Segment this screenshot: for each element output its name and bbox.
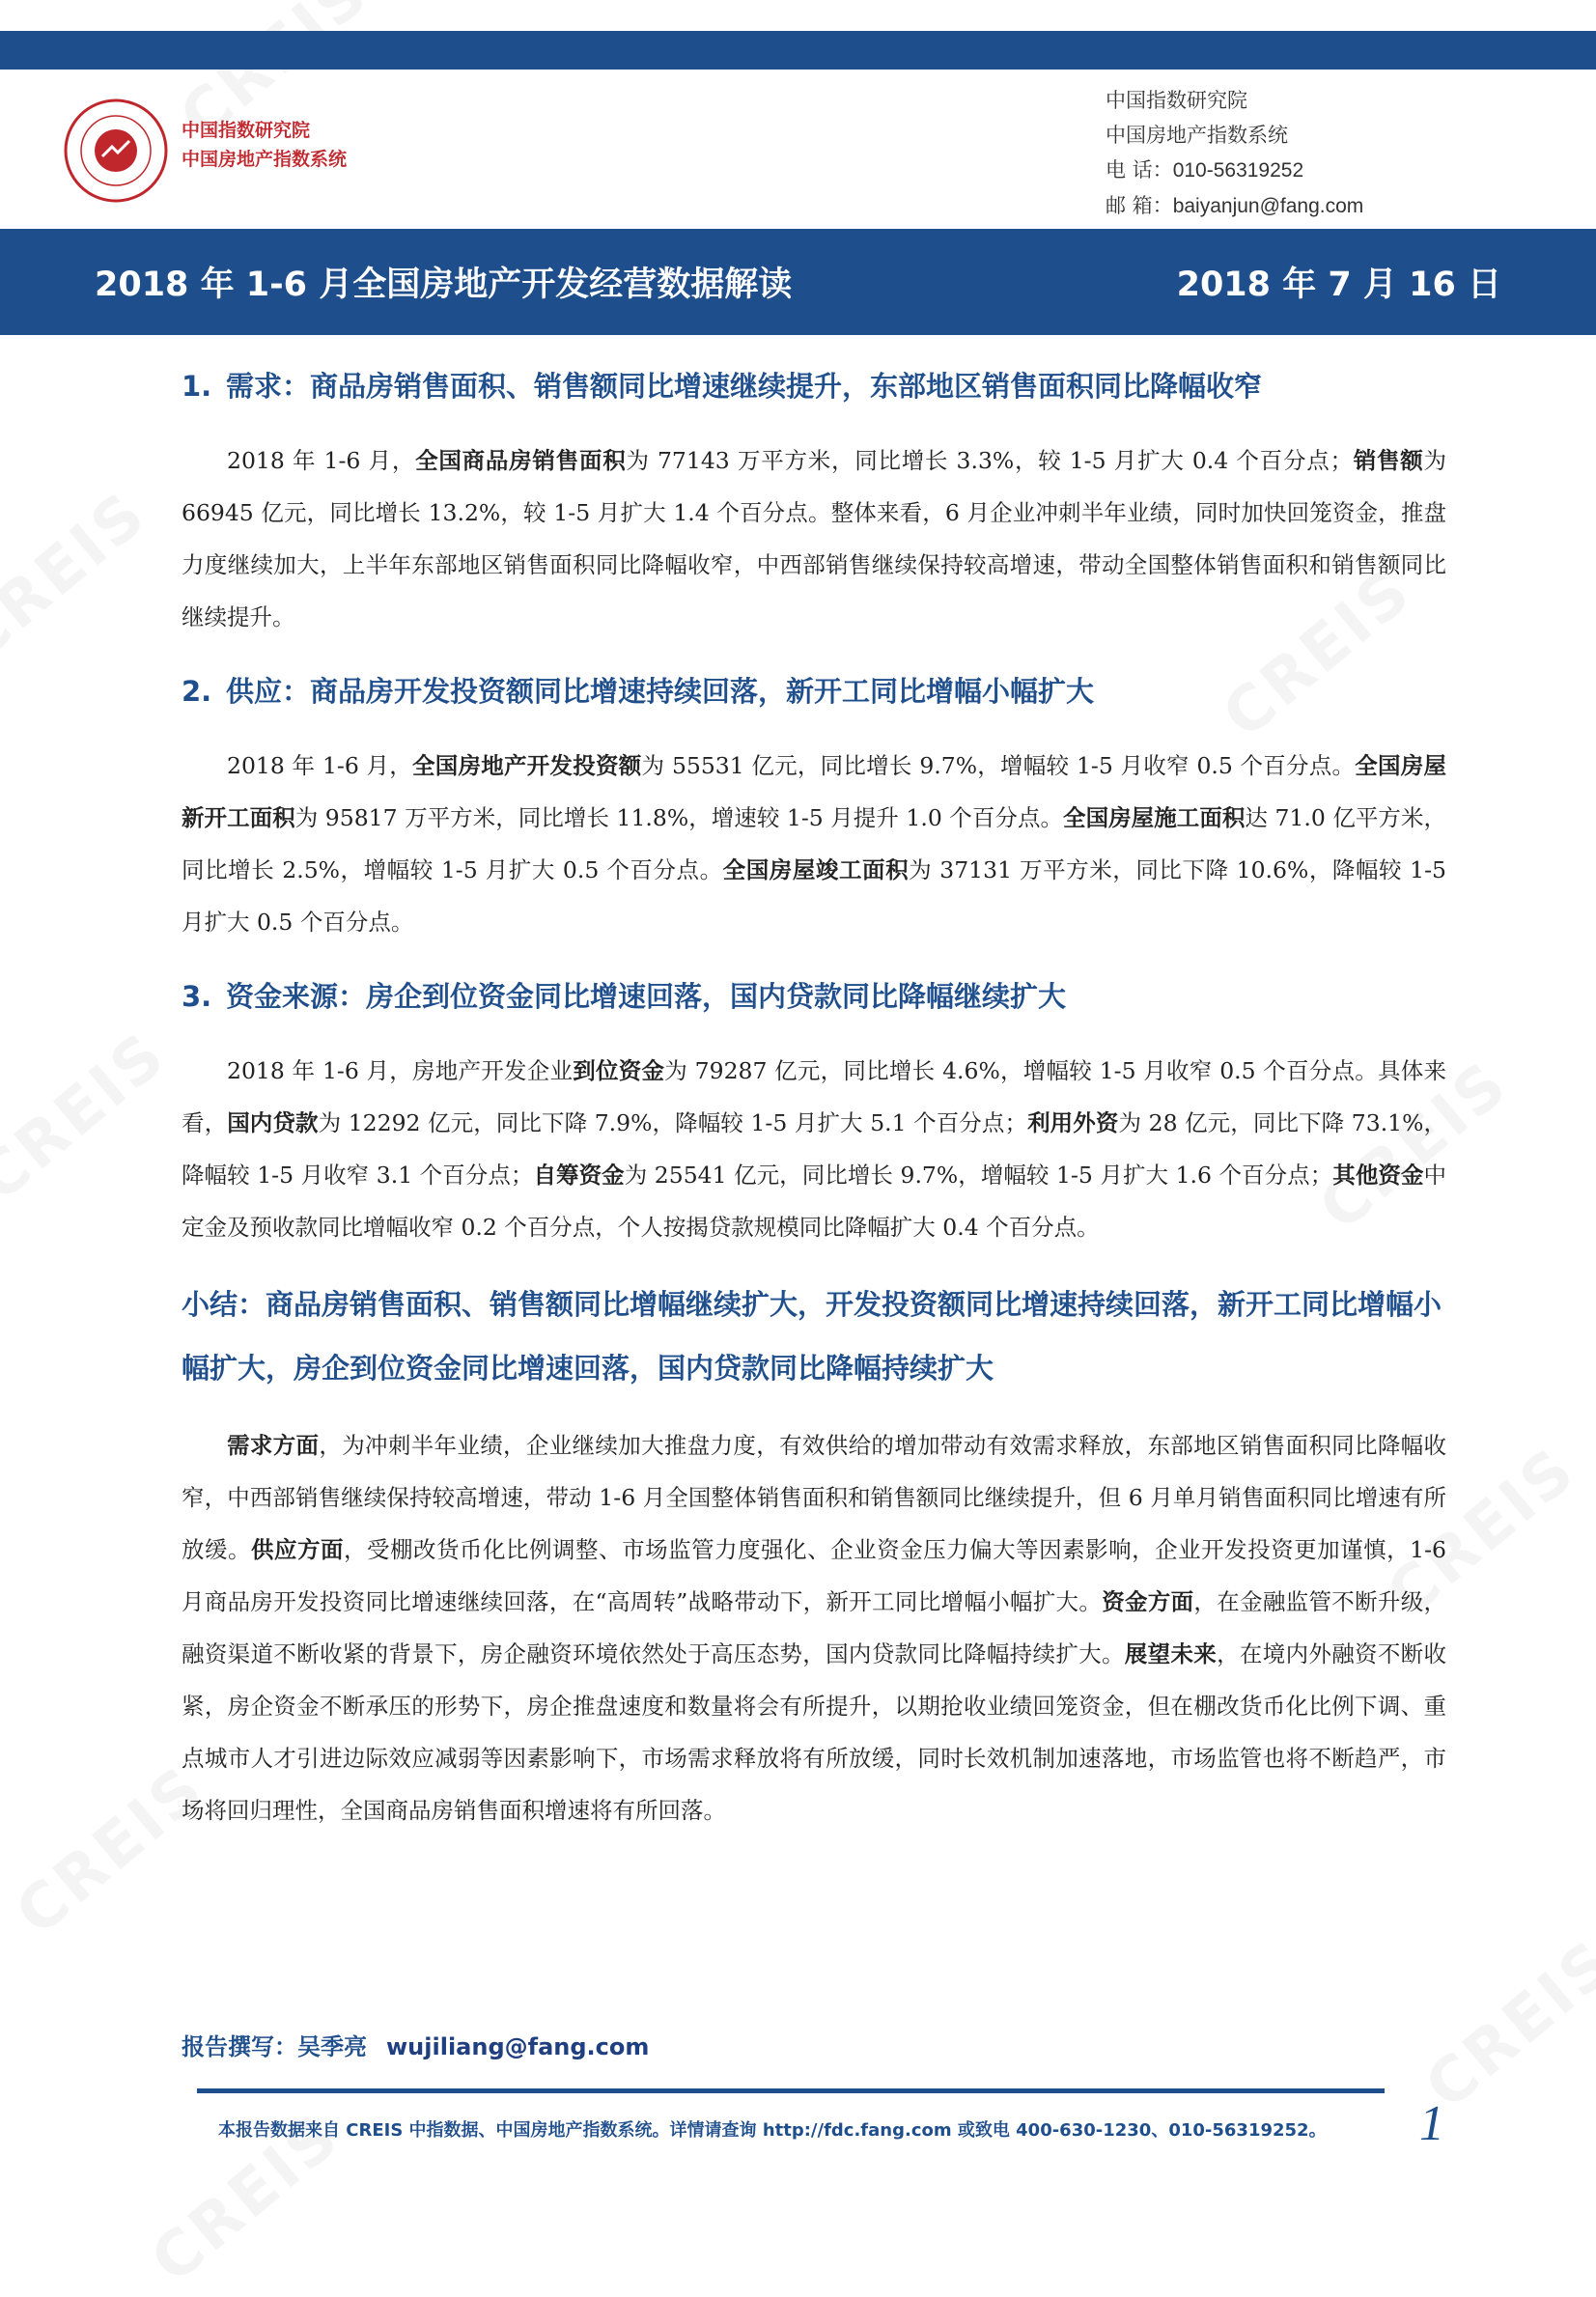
bold-term: 全国房地产开发投资额 (412, 752, 642, 779)
title-bar (0, 229, 1596, 335)
bold-term: 全国商品房销售面积 (415, 447, 627, 474)
section-3 (182, 967, 1446, 1253)
org-names (182, 116, 347, 174)
bold-term: 展望未来 (1124, 1640, 1218, 1667)
text-run: 中定金及预收款同比增幅收窄 0.2 个百分点，个人按揭贷款规模同比降幅扩大 0.4 个百分点。 (182, 1162, 1447, 1241)
text-run: ，受棚改货币化比例调整、市场监管力度强化、企业资金压力偏大等因素影响，企业开发投资更加谨慎，1-6 月商品房开发投资同比增速继续回落，在“高周转”战略带动下，新开工同比增幅小幅扩大。 (182, 1536, 1447, 1615)
section-paragraph (182, 1045, 1446, 1253)
author-email[interactable]: wujiliang@fang.com (386, 2033, 650, 2060)
text-run: 2018 年 1-6 月， (227, 752, 413, 779)
section-1 (182, 357, 1446, 643)
text-run: 为 66945 亿元，同比增长 13.2%，较 1-5 月扩大 1.4 个百分点。整体来看，6 月企业冲刺半年业绩，同时加快回笼资金，推盘力度继续加大，上半年东部地区销售面积同比降幅收窄，中西部销售继续保持较高增速，带动全国整体销售面积和销售额同比继续提升。 (182, 447, 1447, 630)
text-run: 为 25541 亿元，同比增长 9.7%，增幅较 1-5 月扩大 1.6 个百分点； (624, 1162, 1333, 1189)
contact-email: 邮 箱：baiyanjun@fang.com (1106, 194, 1364, 217)
text-run: 为 12292 亿元，同比下降 7.9%，降幅较 1-5 月扩大 5.1 个百分点； (318, 1109, 1027, 1136)
watermark (1413, 1926, 1596, 2123)
top-accent-bar (0, 31, 1596, 70)
contact-org: 中国指数研究院 (1106, 89, 1247, 112)
text-run: 2018 年 1-6 月，房地产开发企业 (227, 1057, 574, 1084)
text-run: 为 37131 万平方米，同比下降 10.6%，降幅较 1-5 月扩大 0.5 个百分点。 (182, 856, 1446, 936)
text-run: 为 95817 万平方米，同比增长 11.8%，增速较 1-5 月提升 1.0 个百分点。 (294, 804, 1064, 831)
bold-term: 销售额 (1352, 447, 1424, 474)
bold-term: 其他资金 (1332, 1162, 1424, 1189)
bold-term: 全国房屋施工面积 (1063, 804, 1246, 831)
page-number: 1 (1419, 2096, 1444, 2151)
bold-term: 供应方面 (251, 1536, 345, 1563)
org-name-1: 中国指数研究院 (182, 120, 311, 141)
bold-term: 全国房屋竣工面积 (722, 856, 910, 883)
contact-system: 中国房地产指数系统 (1106, 124, 1288, 147)
contact-block (1106, 83, 1363, 224)
bold-term: 国内贷款 (227, 1109, 319, 1136)
summary-section (182, 1273, 1446, 1836)
text-run: ，在金融监管不断升级，融资渠道不断收紧的背景下，房企融资环境依然处于高压态势，国内贷款同比降幅持续扩大。 (182, 1588, 1447, 1667)
bold-term: 自筹资金 (533, 1162, 625, 1189)
footer-divider (197, 2088, 1385, 2093)
report-body (182, 357, 1446, 1836)
report-title: 2018 年 1-6 月全国房地产开发经营数据解读 (95, 266, 793, 304)
cia-logo (62, 97, 170, 205)
text-run: 为 55531 亿元，同比增长 9.7%，增幅较 1-5 月收窄 0.5 个百分点。 (641, 752, 1356, 779)
text-run: 为 79287 亿元，同比增长 4.6%，增幅较 1-5 月收窄 0.5 个百分点。具体来看， (182, 1057, 1447, 1136)
section-heading: 1. 需求：商品房销售面积、销售额同比增速继续提升，东部地区销售面积同比降幅收窄 (182, 370, 1263, 403)
bold-term: 需求方面 (227, 1432, 320, 1459)
text-run: ，为冲刺半年业绩，企业继续加大推盘力度，有效供给的增加带动有效需求释放，东部地区销售面积同比降幅收窄，中西部销售继续保持较高增速，带动 1-6 月全国整体销售面积和销售额同比继续提升，但 6 月单月销售面积同比增速有所放缓。 (182, 1432, 1447, 1563)
text-run: 2018 年 1-6 月， (227, 447, 416, 474)
author-line (182, 2028, 649, 2061)
bold-term: 到位资金 (573, 1057, 665, 1084)
footer-note: 本报告数据来自 CREIS 中指数据、中国房地产指数系统。详情请查询 http://fdc.fang.com 或致电 400-630-1230、010-56319252。 (218, 2120, 1327, 2141)
author-name: 报告撰写：吴季亮 (182, 2033, 367, 2060)
bold-term: 资金方面 (1102, 1588, 1194, 1615)
section-paragraph (182, 740, 1446, 948)
bold-term: 全国房屋新开工面积 (182, 752, 1447, 831)
section-paragraph (182, 434, 1446, 643)
text-run: 为 77143 万平方米，同比增长 3.3%，较 1-5 月扩大 0.4 个百分点； (626, 447, 1353, 474)
text-run: 达 71.0 亿平方米，同比增长 2.5%，增幅较 1-5 月扩大 0.5 个百分点。 (182, 804, 1447, 883)
section-2 (182, 662, 1446, 948)
org-name-2: 中国房地产指数系统 (182, 149, 348, 170)
text-run: 为 28 亿元，同比下降 73.1%，降幅较 1-5 月收窄 3.1 个百分点； (182, 1109, 1447, 1189)
contact-phone: 电 话：010-56319252 (1106, 158, 1304, 182)
report-date: 2018 年 7 月 16 日 (1176, 266, 1501, 304)
watermark (0, 478, 161, 675)
summary-heading: 小结：商品房销售面积、销售额同比增幅继续扩大，开发投资额同比增速持续回落，新开工同比增幅小幅扩大，房企到位资金同比增速回落，国内贷款同比降幅持续扩大 (182, 1288, 1442, 1385)
section-heading: 2. 供应：商品房开发投资额同比增速持续回落，新开工同比增幅小幅扩大 (182, 675, 1095, 708)
watermark (0, 1019, 181, 1216)
bold-term: 利用外资 (1027, 1109, 1119, 1136)
section-heading: 3. 资金来源：房企到位资金同比增速回落，国内贷款同比降幅继续扩大 (182, 980, 1067, 1013)
summary-paragraph (182, 1419, 1446, 1836)
text-run: ，在境内外融资不断收紧，房企资金不断承压的形势下，房企推盘速度和数量将会有所提升，以期抢收业绩回笼资金，但在棚改货币化比例下调、重点城市人才引进边际效应减弱等因素影响下，市场需求释放将有所放缓，同时长效机制加速落地，市场监管也将不断趋严，市场将回归理性，全国商品房销售面积增速将有所回落。 (182, 1640, 1447, 1824)
